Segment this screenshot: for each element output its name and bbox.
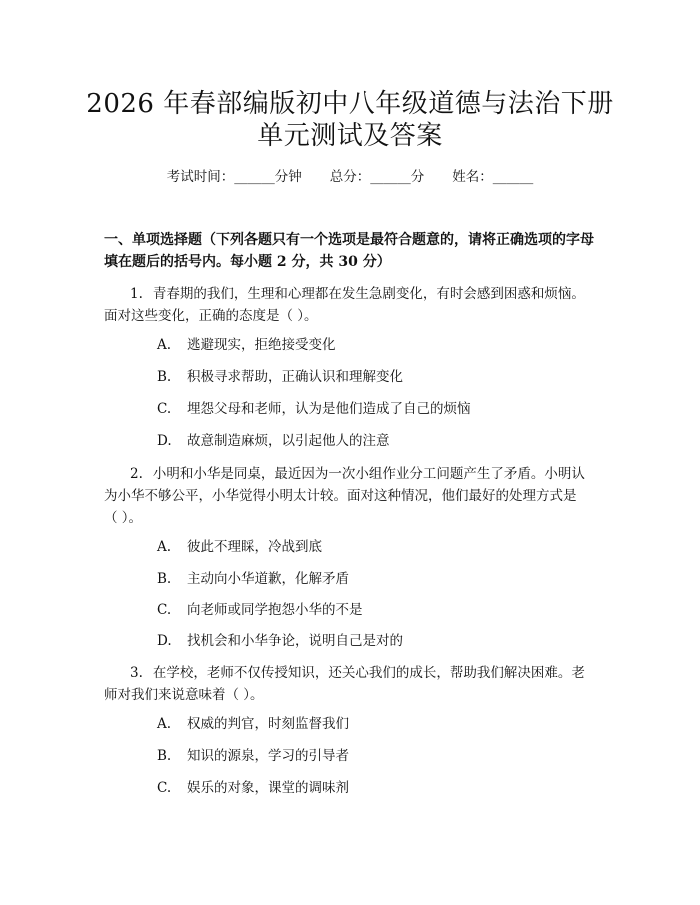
option-letter: C. (157, 780, 172, 796)
option-text: 埋怨父母和老师，认为是他们造成了自己的烦恼 (187, 401, 471, 417)
option-text: 找机会和小华争论，说明自己是对的 (187, 633, 403, 649)
name-field: 姓名：______ (452, 169, 534, 185)
question-text: 在学校，老师不仅传授知识，还关心我们的成长，帮助我们解决困难。老 (152, 665, 585, 681)
question-3-line1 (104, 662, 596, 684)
section-heading-line1: 一、单项选择题（下列各题只有一个选项是最符合题意的，请将正确选项的字母 (104, 232, 594, 248)
question-1-option-c (157, 399, 471, 419)
question-1-option-a (157, 335, 336, 355)
section-heading-line2: 填在题后的括号内。每小题 2 分，共 30 分） (104, 254, 391, 270)
exam-time-field: 考试时间：______分钟 (166, 169, 302, 185)
document-title-line2: 单元测试及答案 (257, 121, 443, 151)
total-score-field: 总分：______分 (329, 169, 425, 185)
question-1-line2: 面对这些变化，正确的态度是（ ）。 (104, 308, 318, 324)
option-letter: A. (157, 539, 172, 555)
option-letter: B. (157, 571, 172, 587)
document-title-line1: 2026 年春部编版初中八年级道德与法治下册 (86, 89, 614, 119)
option-text: 彼此不理睬，冷战到底 (187, 539, 322, 555)
question-text: 青春期的我们，生理和心理都在发生急剧变化，有时会感到困惑和烦恼。 (152, 286, 585, 302)
option-letter: B. (157, 369, 172, 385)
option-text: 逃避现实，拒绝接受变化 (187, 337, 336, 353)
question-2-line2: 为小华不够公平，小华觉得小明太计较。面对这种情况，他们最好的处理方式是 (104, 488, 577, 504)
question-1-line1 (104, 283, 596, 305)
option-text: 知识的源泉，学习的引导者 (187, 748, 349, 764)
question-3-option-b (157, 746, 349, 766)
question-1-option-b (157, 367, 403, 387)
question-3-line2: 师对我们来说意味着（ ）。 (104, 687, 264, 703)
option-text: 娱乐的对象，课堂的调味剂 (187, 780, 349, 796)
question-number: 1. (130, 286, 143, 302)
question-text: 小明和小华是同桌，最近因为一次小组作业分工问题产生了矛盾。小明认 (152, 466, 585, 482)
question-3-option-a (157, 714, 349, 734)
question-2-option-a (157, 537, 322, 557)
option-text: 故意制造麻烦，以引起他人的注意 (187, 433, 390, 449)
option-text: 向老师或同学抱怨小华的不是 (187, 602, 363, 618)
question-2-option-d (157, 631, 403, 651)
question-3-option-c (157, 778, 349, 798)
option-letter: C. (157, 602, 172, 618)
option-text: 积极寻求帮助，正确认识和理解变化 (187, 369, 403, 385)
option-letter: A. (157, 716, 172, 732)
option-letter: A. (157, 337, 172, 353)
option-letter: D. (157, 433, 172, 449)
question-number: 3. (130, 665, 143, 681)
question-2-line3: （ ）。 (104, 510, 143, 526)
question-2-option-b (157, 569, 349, 589)
option-letter: C. (157, 401, 172, 417)
option-text: 权威的判官，时刻监督我们 (187, 716, 349, 732)
option-letter: B. (157, 748, 172, 764)
question-2-line1 (104, 463, 596, 485)
option-letter: D. (157, 633, 172, 649)
question-2-option-c (157, 600, 363, 620)
question-number: 2. (130, 466, 143, 482)
exam-info (0, 167, 700, 187)
question-1-option-d (157, 431, 390, 451)
option-text: 主动向小华道歉，化解矛盾 (187, 571, 349, 587)
